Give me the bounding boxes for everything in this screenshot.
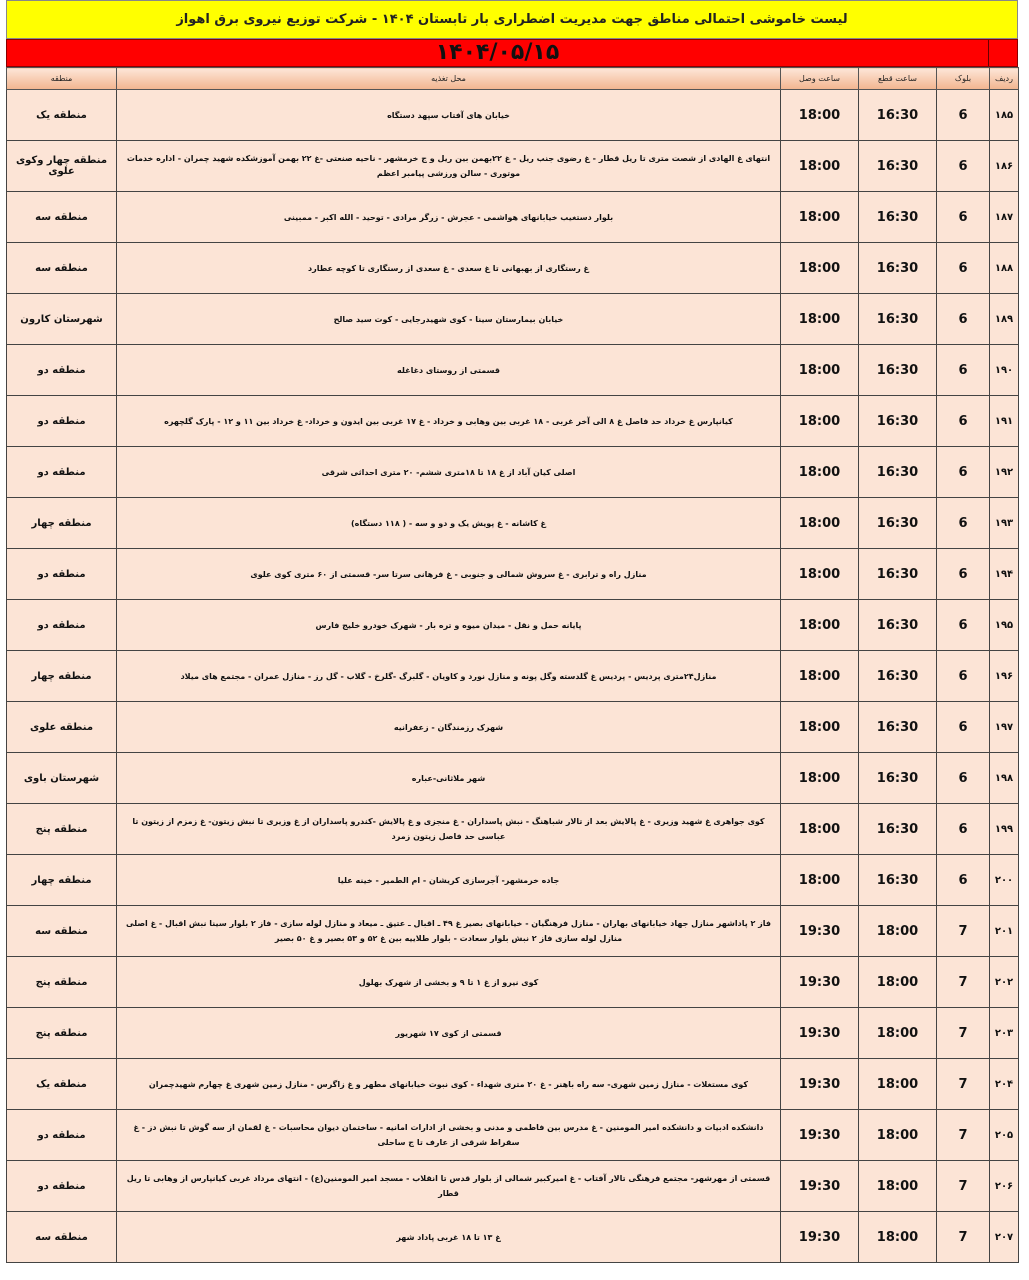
- cut-time-cell: 16:30: [859, 600, 937, 651]
- region-cell: منطقه سه: [7, 1212, 117, 1263]
- block-number-cell: 6: [937, 804, 990, 855]
- cut-time-cell: 18:00: [859, 1161, 937, 1212]
- header-cut-time: ساعت قطع: [859, 68, 937, 90]
- region-cell: منطقه علوی: [7, 702, 117, 753]
- table-row: [7, 600, 1019, 651]
- connect-time-cell: 18:00: [781, 294, 859, 345]
- cut-time-cell: 16:30: [859, 498, 937, 549]
- table-row: [7, 498, 1019, 549]
- address-cell: غ رستگاری از بهبهانی تا غ سعدی - غ سعدی از رستگاری تا کوچه عطارد: [117, 243, 781, 294]
- connect-time-cell: 18:00: [781, 549, 859, 600]
- region-cell: منطقه دو: [7, 1161, 117, 1212]
- connect-time-cell: 19:30: [781, 957, 859, 1008]
- row-number-cell: ۲۰۱: [990, 906, 1019, 957]
- address-cell: منازل راه و ترابری - غ سروش شمالی و جنوبی - غ فرهانی سرتا سر- قسمتی از ۶۰ متری کوی علوی: [117, 549, 781, 600]
- connect-time-cell: 18:00: [781, 804, 859, 855]
- cut-time-cell: 18:00: [859, 906, 937, 957]
- region-cell: منطقه سه: [7, 906, 117, 957]
- block-number-cell: 7: [937, 957, 990, 1008]
- row-number-cell: ۱۹۱: [990, 396, 1019, 447]
- region-cell: منطقه چهار: [7, 855, 117, 906]
- row-number-cell: ۱۹۳: [990, 498, 1019, 549]
- header-idx: ردیف: [990, 68, 1019, 90]
- connect-time-cell: 19:30: [781, 1161, 859, 1212]
- header-block: بلوک: [937, 68, 990, 90]
- table-row: [7, 855, 1019, 906]
- block-number-cell: 7: [937, 1212, 990, 1263]
- region-cell: منطقه دو: [7, 447, 117, 498]
- row-number-cell: ۱۸۶: [990, 141, 1019, 192]
- block-number-cell: 7: [937, 1110, 990, 1161]
- table-row: [7, 1110, 1019, 1161]
- region-cell: منطقه چهار: [7, 651, 117, 702]
- table-row: [7, 243, 1019, 294]
- cut-time-cell: 16:30: [859, 294, 937, 345]
- table-row: [7, 1212, 1019, 1263]
- region-cell: شهرستان باوی: [7, 753, 117, 804]
- address-cell: قسمتی از روستای دغاغله: [117, 345, 781, 396]
- region-cell: منطقه دو: [7, 600, 117, 651]
- connect-time-cell: 19:30: [781, 1008, 859, 1059]
- block-number-cell: 6: [937, 498, 990, 549]
- row-number-cell: ۱۹۹: [990, 804, 1019, 855]
- address-cell: قسمتی از کوی ۱۷ شهریور: [117, 1008, 781, 1059]
- connect-time-cell: 18:00: [781, 90, 859, 141]
- cut-time-cell: 18:00: [859, 1008, 937, 1059]
- table-row: [7, 396, 1019, 447]
- table-row: [7, 294, 1019, 345]
- cut-time-cell: 18:00: [859, 1059, 937, 1110]
- region-cell: منطقه یک: [7, 1059, 117, 1110]
- address-cell: خیابان بیمارستان سینا - کوی شهیدرجایی - کوت سید صالح: [117, 294, 781, 345]
- region-cell: منطقه پنج: [7, 804, 117, 855]
- table-row: [7, 1161, 1019, 1212]
- region-cell: منطقه چهار وکوی علوی: [7, 141, 117, 192]
- row-number-cell: ۱۹۵: [990, 600, 1019, 651]
- row-number-cell: ۱۹۴: [990, 549, 1019, 600]
- address-cell: کیانپارس غ خرداد حد فاصل غ ۸ الی آخر غربی - ۱۸ غربی بین وهابی و خرداد - غ ۱۷ غربی بین ایدون و خرداد- غ خرداد بین ۱۱ و ۱۲ - پارک گلچهره: [117, 396, 781, 447]
- row-number-cell: ۲۰۳: [990, 1008, 1019, 1059]
- document-title: لیست خاموشی احتمالی مناطق جهت مدیریت اضطراری بار تابستان ۱۴۰۴ - شرکت توزیع نیروی برق اهواز: [6, 0, 1018, 39]
- cut-time-cell: 18:00: [859, 1212, 937, 1263]
- region-cell: منطقه دو: [7, 1110, 117, 1161]
- connect-time-cell: 18:00: [781, 651, 859, 702]
- row-number-cell: ۱۹۶: [990, 651, 1019, 702]
- address-cell: قسمتی از مهرشهر- مجتمع فرهنگی تالار آفتاب - غ امیرکبیر شمالی از بلوار قدس تا انقلاب - مسجد امیر المومنین(ع) - انتهای مرداد غربی کیانپارس از وهابی تا ریل قطار: [117, 1161, 781, 1212]
- connect-time-cell: 18:00: [781, 855, 859, 906]
- cut-time-cell: 16:30: [859, 243, 937, 294]
- block-number-cell: 6: [937, 651, 990, 702]
- address-cell: پایانه حمل و نقل - میدان میوه و تره بار - شهرک خودرو خلیج فارس: [117, 600, 781, 651]
- header-connect-time: ساعت وصل: [781, 68, 859, 90]
- address-cell: شهرک رزمندگان - زعفرانیه: [117, 702, 781, 753]
- connect-time-cell: 18:00: [781, 243, 859, 294]
- table-row: [7, 1008, 1019, 1059]
- cut-time-cell: 16:30: [859, 753, 937, 804]
- region-cell: منطقه دو: [7, 345, 117, 396]
- block-number-cell: 6: [937, 549, 990, 600]
- table-row: [7, 447, 1019, 498]
- outage-table: [6, 67, 1019, 1263]
- table-row: [7, 804, 1019, 855]
- region-cell: منطقه دو: [7, 549, 117, 600]
- cut-time-cell: 16:30: [859, 447, 937, 498]
- connect-time-cell: 18:00: [781, 192, 859, 243]
- address-cell: جاده خرمشهر- آجرسازی کریشان - ام الطمیر - خینه علیا: [117, 855, 781, 906]
- cut-time-cell: 16:30: [859, 549, 937, 600]
- date-bar: [6, 39, 1018, 67]
- address-cell: خیابان های آفتاب سپهد دستگاه: [117, 90, 781, 141]
- address-cell: بلوار دستغیب خیابانهای هواشمی - عجرش - زرگر مرادی - توحید - الله اکبر - ممبینی: [117, 192, 781, 243]
- block-number-cell: 6: [937, 345, 990, 396]
- cut-time-cell: 16:30: [859, 345, 937, 396]
- connect-time-cell: 18:00: [781, 498, 859, 549]
- cut-time-cell: 16:30: [859, 702, 937, 753]
- address-cell: منازل۲۴متری پردیس - پردیس غ گلدسته وگل پونه و منازل نورد و کاویان - گلبرگ -گلرخ - گلاب - گل رز - منازل عمران - مجتمع های میلاد: [117, 651, 781, 702]
- address-cell: اصلی کیان آباد از غ ۱۸ تا ۱۸متری ششم- ۲۰ متری احداثی شرقی: [117, 447, 781, 498]
- block-number-cell: 6: [937, 294, 990, 345]
- cut-time-cell: 16:30: [859, 804, 937, 855]
- row-number-cell: ۱۸۹: [990, 294, 1019, 345]
- cut-time-cell: 16:30: [859, 141, 937, 192]
- row-number-cell: ۲۰۵: [990, 1110, 1019, 1161]
- connect-time-cell: 18:00: [781, 447, 859, 498]
- row-number-cell: ۱۸۷: [990, 192, 1019, 243]
- cut-time-cell: 18:00: [859, 957, 937, 1008]
- cut-time-cell: 16:30: [859, 90, 937, 141]
- row-number-cell: ۲۰۴: [990, 1059, 1019, 1110]
- connect-time-cell: 18:00: [781, 396, 859, 447]
- row-number-cell: ۲۰۶: [990, 1161, 1019, 1212]
- outage-schedule-document: [6, 0, 1018, 1263]
- region-cell: منطقه سه: [7, 192, 117, 243]
- block-number-cell: 6: [937, 702, 990, 753]
- connect-time-cell: 18:00: [781, 345, 859, 396]
- block-number-cell: 6: [937, 600, 990, 651]
- address-cell: شهر ملاثانی-عباره: [117, 753, 781, 804]
- connect-time-cell: 19:30: [781, 1212, 859, 1263]
- region-cell: منطقه پنج: [7, 957, 117, 1008]
- row-number-cell: ۱۹۲: [990, 447, 1019, 498]
- block-number-cell: 6: [937, 192, 990, 243]
- table-row: [7, 651, 1019, 702]
- region-cell: منطقه یک: [7, 90, 117, 141]
- cut-time-cell: 18:00: [859, 1110, 937, 1161]
- block-number-cell: 7: [937, 1008, 990, 1059]
- connect-time-cell: 18:00: [781, 600, 859, 651]
- table-row: [7, 549, 1019, 600]
- cut-time-cell: 16:30: [859, 651, 937, 702]
- table-row: [7, 90, 1019, 141]
- row-number-cell: ۱۹۰: [990, 345, 1019, 396]
- region-cell: شهرستان کارون: [7, 294, 117, 345]
- row-number-cell: ۲۰۲: [990, 957, 1019, 1008]
- table-row: [7, 702, 1019, 753]
- address-cell: غ کاشانه - غ پویش یک و دو و سه - ( ۱۱۸ دستگاه): [117, 498, 781, 549]
- header-address: محل تغذیه: [117, 68, 781, 90]
- connect-time-cell: 18:00: [781, 702, 859, 753]
- block-number-cell: 6: [937, 753, 990, 804]
- address-cell: غ ۱۳ تا ۱۸ غربی پاداد شهر: [117, 1212, 781, 1263]
- date-bar-corner-cell: [988, 40, 1017, 66]
- cut-time-cell: 16:30: [859, 855, 937, 906]
- address-cell: دانشکده ادبیات و دانشکده امیر المومنین - غ مدرس بین فاطمی و مدنی و بخشی از ادارات امانیه - ساختمان دیوان محاسبات - غ لقمان از سه گوش تا نبش دز - غ سقراط شرقی از عارف تا ج ساحلی: [117, 1110, 781, 1161]
- table-row: [7, 1059, 1019, 1110]
- block-number-cell: 6: [937, 855, 990, 906]
- row-number-cell: ۱۸۵: [990, 90, 1019, 141]
- connect-time-cell: 18:00: [781, 141, 859, 192]
- row-number-cell: ۲۰۰: [990, 855, 1019, 906]
- table-row: [7, 753, 1019, 804]
- region-cell: منطقه دو: [7, 396, 117, 447]
- block-number-cell: 6: [937, 90, 990, 141]
- connect-time-cell: 19:30: [781, 1110, 859, 1161]
- cut-time-cell: 16:30: [859, 396, 937, 447]
- header-region: منطقه: [7, 68, 117, 90]
- table-row: [7, 192, 1019, 243]
- connect-time-cell: 19:30: [781, 906, 859, 957]
- address-cell: کوی مستغلات - منازل زمین شهری- سه راه باهنر - غ ۲۰ متری شهداء - کوی نبوت خیابانهای مطهر و غ زاگرس - منازل زمین شهری غ چهارم شهیدچمران: [117, 1059, 781, 1110]
- table-row: [7, 957, 1019, 1008]
- address-cell: کوی جواهری غ شهید وزیری - غ پالایش بعد از تالار شباهنگ - نبش پاسداران - غ منجزی و غ پالایش -کندرو پاسداران از غ وزیری تا نبش زیتون- غ زمزم از زیتون تا عباسی حد فاصل زیتون زمرد: [117, 804, 781, 855]
- block-number-cell: 6: [937, 396, 990, 447]
- block-number-cell: 6: [937, 141, 990, 192]
- address-cell: انتهای غ الهادی از شصت متری تا ریل قطار - غ رضوی جنب ریل - غ ۲۲بهمن بین ریل و ج خرمشهر - ناحیه صنعتی -غ ۲۲ بهمن آموزشکده شهید چمران - اداره خدمات موتوری - سالن ورزشی پیامبر اعظم: [117, 141, 781, 192]
- block-number-cell: 6: [937, 243, 990, 294]
- block-number-cell: 7: [937, 1161, 990, 1212]
- table-row: [7, 345, 1019, 396]
- row-number-cell: ۱۹۷: [990, 702, 1019, 753]
- schedule-date: ۱۴۰۴/۰۵/۱۵: [435, 40, 560, 65]
- table-row: [7, 141, 1019, 192]
- block-number-cell: 7: [937, 906, 990, 957]
- block-number-cell: 7: [937, 1059, 990, 1110]
- table-header-row: [7, 68, 1019, 90]
- region-cell: منطقه چهار: [7, 498, 117, 549]
- row-number-cell: ۲۰۷: [990, 1212, 1019, 1263]
- connect-time-cell: 19:30: [781, 1059, 859, 1110]
- connect-time-cell: 18:00: [781, 753, 859, 804]
- region-cell: منطقه پنج: [7, 1008, 117, 1059]
- region-cell: منطقه سه: [7, 243, 117, 294]
- address-cell: کوی نیرو از غ ۱ تا ۹ و بخشی از شهرک بهلول: [117, 957, 781, 1008]
- row-number-cell: ۱۸۸: [990, 243, 1019, 294]
- block-number-cell: 6: [937, 447, 990, 498]
- cut-time-cell: 16:30: [859, 192, 937, 243]
- row-number-cell: ۱۹۸: [990, 753, 1019, 804]
- table-row: [7, 906, 1019, 957]
- address-cell: فاز ۲ پاداشهر منازل جهاد خیابانهای بهاران - منازل فرهنگیان - خیابانهای بصیر غ ۴۹ ـ اقبال ـ عتیق ـ میعاد و منازل لوله سازی - فاز ۲ بلوار سینا نبش اقبال - غ اصلی منازل لوله سازی فاز ۲ نبش بلوار سعادت - بلوار طلاییه بین غ ۵۲ و ۵۳ بصیر و غ ۵۰ بصیر: [117, 906, 781, 957]
